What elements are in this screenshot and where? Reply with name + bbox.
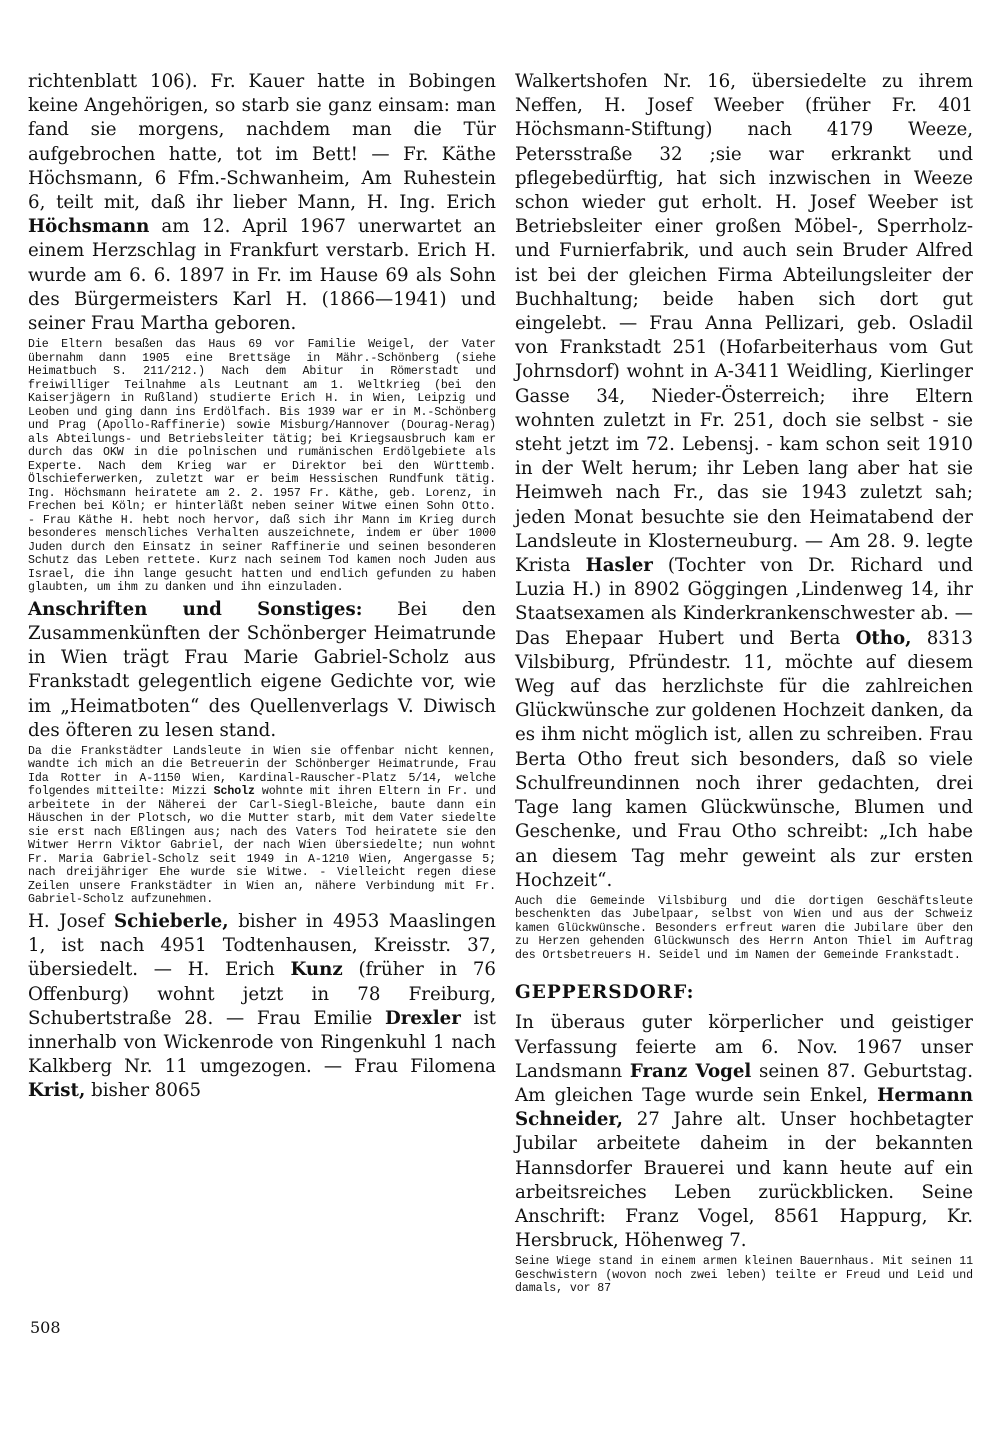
birthday-paragraph [515,1011,973,1253]
person-name: Kunz [290,959,343,981]
news-paragraph [515,70,973,893]
person-name: Franz Vogel [629,1060,752,1082]
text-run: Da die Frankstädter Landsleute in Wien sie offenbar nicht kennen, wandte ich mich an die Betreuerin der Schönberger Heimatrunde, Frau Ida Rotter in A-1150 Wien, Kardinal-Rauscher-Platz 5/14, welche folgendes mitteilte: Mizzi [28,744,496,799]
person-name: Krist, [28,1080,86,1102]
biography-note: Die Eltern besaßen das Haus 69 vor Familie Weigel, der Vater übernahm dann 1905 eine Brettsäge in Mähr.-Schönberg (siehe Heimatbuch S. 211/212.) Nach dem Abitur in Römerstadt und freiwilliger Teilnahme als Leutnant am 1. Weltkrieg (bei den Kaiserjägern in Rußland) studierte Erich H. in Wien, Leipzig und Leoben und ging dann ins Erdölfach. Bis 1939 war er in M.-Schönberg und Prag (Apollo-Raffinerie) sowie Misburg/Hannover (Dourag-Nerag) als Abteilungs- und Betriebsleiter tätig; bei Kriegsausbruch kam er durch das OKW in die polnischen und rumänischen Erdölgebiete als Experte. Nach dem Krieg war er Direktor bei den Württemb. Ölschieferwerken, zuletzt war er beim Hessischen Rundfunk tätig. Ing. Höchsmann heiratete am 2. 2. 1957 Fr. Käthe, geb. Lorenz, in Frechen bei Köln; er hinterläßt neben seiner Witwe einen Sohn Otto. - Frau Käthe H. hebt noch hervor, daß sich ihr Mann im Krieg durch besonderes menschliches Verhalten auszeichnete, indem er über 1000 Juden durch den Einsatz in seiner Raffinerie und seinen besonderen Schutz das Leben rettete. Kurz nach seinem Tod kamen noch Juden aus Israel, die ihn lange gesucht hatten und endlich gefunden zu haben glaubten, um ihm zu danken und ihn einzuladen. [28,338,496,595]
left-column [28,70,496,1104]
childhood-note: Seine Wiege stand in einem armen kleinen Bauernhaus. Mit seinen 11 Geschwistern (wovon noch zwei leben) teilte er Freud und Leid und damals, vor 87 [515,1255,973,1296]
text-run: Walkertshofen Nr. 16, übersiedelte zu ihrem Neffen, H. Josef Weeber (früher Fr. 401 Höchsmann-Stiftung) nach 4179 Weeze, Petersstraße 32 ;sie war erkrankt und pflegebedürftig, hat sich inzwischen in Weeze schon wieder gut erholt. H. Josef Weeber ist Betriebsleiter einer großen Möbel-, Sperrholz- und Furnierfabrik, und auch sein Bruder Alfred ist bei der gleichen Firma Abteilungsleiter der Buchhaltung; beide haben sich dort gut eingelebt. — Frau Anna Pellizari, geb. Osladil von Frankstadt 251 (Hofarbeiterhaus vom Gut Johrnsdorf) wohnt in A-3411 Weidling, Kierlinger Gasse 34, Nieder-Österreich; ihre Eltern wohnten zuletzt in Fr. 251, doch sie selbst - sie steht jetzt im 72. Lebensj. - kam schon seit 1910 in der Welt herum; ihr Leben lang aber hat sie Heimweh nach Fr., das sie 1943 zuletzt sah; jeden Monat besuchte sie den Heimatabend der Landsleute in Klosterneuburg. — Am 28. 9. legte Krista [515,71,973,577]
geppersdorf-heading: GEPPERSDORF: [515,982,695,1004]
text-run: 8313 Vilsbiburg, Pfründestr. 11, möchte auf diesem Weg auf das herzlichste für die zahlreichen Glückwünsche zur goldenen Hochzeit danken, da es ihm nicht möglich ist, allen zu schreiben. Frau Berta Otho freut sich besonders, daß so viele Schulfreundinnen noch ihrer gedachten, drei Tage lang kamen Glückwünsche, Blumen und Geschenke, und Frau Otho schreibt: „Ich habe an diesem Tag mehr geweint als zur ersten Hochzeit“. [515,627,973,891]
text-run: am 12. April 1967 unerwartet an einem Herzschlag in Frankfurt verstarb. Erich H. wurde am 6. 6. 1897 in Fr. im Hause 69 als Sohn des Bürgermeisters Karl H. (1866—1941) und seiner Frau Martha geboren. [28,216,496,335]
person-name: Höchsmann [28,216,150,238]
vilsbiburg-note: Auch die Gemeinde Vilsbiburg und die dortigen Geschäftsleute beschenkten das Jubelpaar, selbst von Wien und aus der Schweiz kamen Glückwünsche. Besonders erfreut waren die Jubilare über den zu Herzen gehenden Glückwunsch des Herrn Anton Thiel im Auftrag des Ortsbetreuers H. Seidel und im Namen der Gemeinde Frankstadt. [515,894,973,962]
text-run: Bei den Zusammenkünften der Schönberger Heimatrunde in Wien trägt Frau Marie Gabriel-Scholz aus Frankstadt gelegentlich eigene Gedichte vor, wie im „Heimatboten“ des Quellenverlags V. Diwisch des öfteren zu lesen stand. [28,598,496,741]
text-run: bisher in 4953 Maaslingen 1, ist nach 4951 Todtenhausen, Kreisstr. 37, übersiedelt. — H. Erich [28,910,497,981]
relocations-paragraph [28,910,496,1104]
text-run: bisher 8065 [85,1080,202,1102]
page-number: 508 [30,1318,61,1337]
section-heading: Anschriften und Sonstiges: [28,598,363,620]
obituary-paragraph [28,70,496,336]
text-run: (Tochter von Dr. Richard und Luzia H.) in 8902 Göggingen ,Lindenweg 14, ihr Staatsexamen als Kinderkrankenschwester ab. — Das Ehepaar Hubert und Berta [515,555,973,649]
text-run: (früher in 76 Offenburg) wohnt jetzt in 78 Freiburg, Schubertstraße 28. — Frau Emilie [28,959,496,1029]
text-run: ist innerhalb von Wickenrode von Ringenkuhl 1 nach Kalkberg Nr. 11 umgezogen. — Frau Filomena [28,1007,496,1078]
text-run: wohnte mit ihren Eltern in Fr. und arbeitete in der Näherei der Carl-Siegl-Bleiche, baute dann ein Häuschen in der Plotsch, wo die Mutter starb, mit dem Vater siedelte sie erst nach Eßlingen aus; nach des Vaters Tod heiratete sie den Witwer Herrn Viktor Gabriel, der nach Wien übersiedelte; nun wohnt Fr. Maria Gabriel-Scholz seit 1949 in A-1210 Wien, Angergasse 5; nach dreijähriger Ehe wurde sie Witwe. - Vielleicht regen diese Zeilen unsere Frankstädter in Wien an, nähere Verbindung mit Fr. Gabriel-Scholz aufzunehmen. [28,785,496,907]
scholz-note [28,745,496,907]
person-name: Scholz [213,785,255,799]
person-name: Hermann Schneider, [515,1085,973,1131]
text-run: seinen 87. Geburtstag. Am gleichen Tage wurde sein Enkel, [515,1060,973,1107]
text-run: 27 Jahre alt. Unser hochbetagter Jubilar arbeitete daheim in der bekannten Hannsdorfer Brauerei und kann heute auf ein arbeitsreiches Leben zurückblicken. Seine Anschrift: Franz Vogel, 8561 Happurg, Kr. Hersbruck, Höhenweg 7. [515,1109,973,1252]
person-name: Otho, [855,627,912,649]
right-column [515,70,973,1299]
person-name: Schieberle, [113,910,229,932]
addresses-paragraph [28,598,496,743]
text-run: richtenblatt 106). Fr. Kauer hatte in Bobingen keine Angehörigen, so starb sie ganz einsam: man fand sie morgens, nachdem man die Tür aufgebrochen hatte, tot im Bett! — Fr. Käthe Höchsmann, 6 Ffm.-Schwanheim, Am Ruhestein 6, teilt mit, daß ihr lieber Mann, H. Ing. Erich [28,71,496,214]
text-run: In überaus guter körperlicher und geistiger Verfassung feierte am 6. Nov. 1967 unser Landsmann [515,1012,973,1082]
person-name: Hasler [585,555,653,577]
person-name: Drexler [384,1007,461,1029]
text-run: H. Josef [28,910,114,932]
